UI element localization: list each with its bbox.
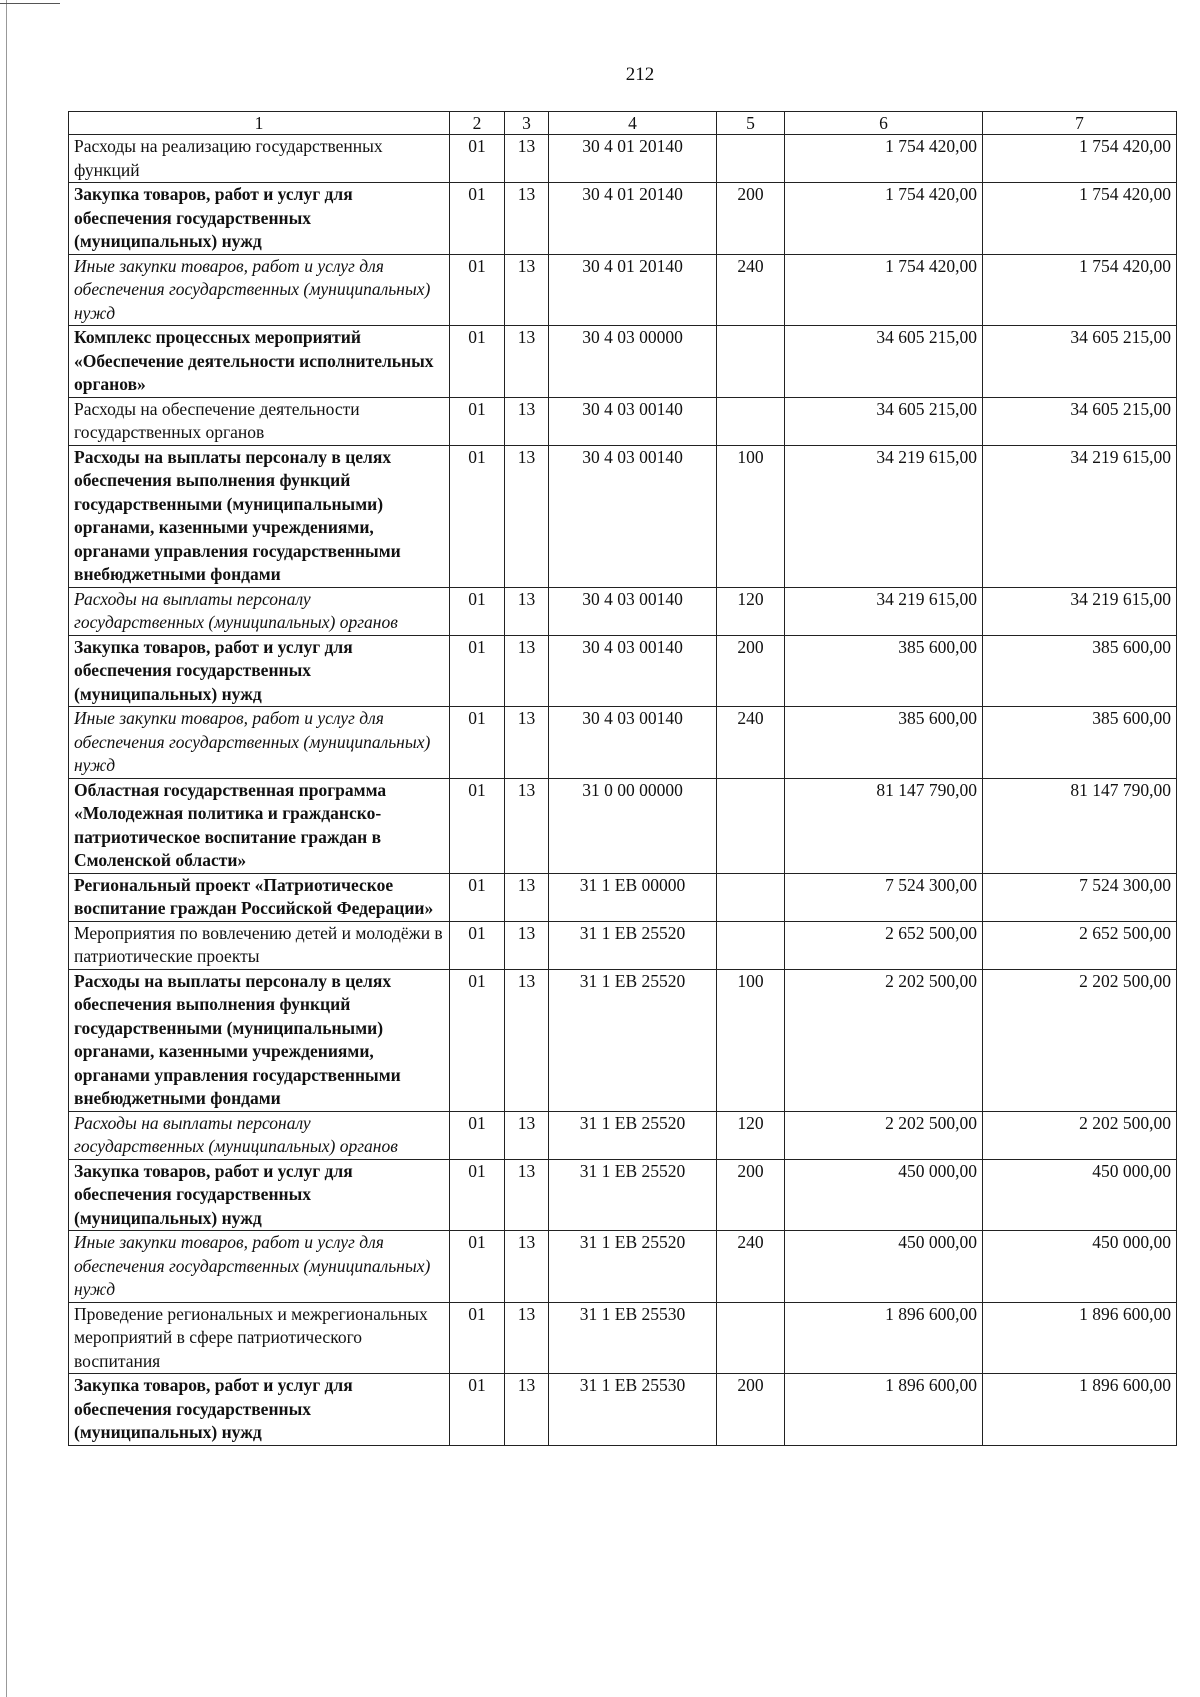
row-name: Иные закупки товаров, работ и услуг для обеспечения государственных (муниципальных) нужд: [69, 707, 450, 779]
row-expense-type: 120: [717, 1111, 785, 1159]
row-subsection-code: 13: [505, 1302, 549, 1374]
row-amount-1: 1 896 600,00: [785, 1302, 983, 1374]
row-amount-2: 1 896 600,00: [983, 1302, 1177, 1374]
row-subsection-code: 13: [505, 969, 549, 1111]
row-section-code: 01: [450, 397, 505, 445]
row-amount-2: 34 219 615,00: [983, 587, 1177, 635]
row-section-code: 01: [450, 635, 505, 707]
row-expense-type: 240: [717, 1231, 785, 1303]
table-row: [69, 1374, 1177, 1446]
row-name: Закупка товаров, работ и услуг для обеспечения государственных (муниципальных) нужд: [69, 635, 450, 707]
row-section-code: 01: [450, 1302, 505, 1374]
table-body: [69, 135, 1177, 1446]
row-target-code: 30 4 03 00140: [549, 635, 717, 707]
row-name: Комплекс процессных мероприятий «Обеспечение деятельности исполнительных органов»: [69, 326, 450, 398]
row-expense-type: 240: [717, 707, 785, 779]
row-target-code: 30 4 03 00140: [549, 707, 717, 779]
row-target-code: 30 4 03 00000: [549, 326, 717, 398]
row-target-code: 31 1 ЕВ 25520: [549, 1231, 717, 1303]
row-section-code: 01: [450, 445, 505, 587]
row-expense-type: [717, 397, 785, 445]
row-section-code: 01: [450, 326, 505, 398]
row-amount-2: 2 202 500,00: [983, 969, 1177, 1111]
row-amount-1: 1 754 420,00: [785, 135, 983, 183]
page-number: 212: [625, 64, 655, 85]
row-amount-2: 2 202 500,00: [983, 1111, 1177, 1159]
row-target-code: 30 4 03 00140: [549, 587, 717, 635]
row-expense-type: [717, 778, 785, 873]
row-subsection-code: 13: [505, 778, 549, 873]
row-target-code: 31 0 00 00000: [549, 778, 717, 873]
row-target-code: 30 4 01 20140: [549, 135, 717, 183]
row-subsection-code: 13: [505, 1111, 549, 1159]
row-amount-1: 1 896 600,00: [785, 1374, 983, 1446]
row-name: Проведение региональных и межрегиональных мероприятий в сфере патриотического воспитания: [69, 1302, 450, 1374]
row-expense-type: [717, 1302, 785, 1374]
table-row: [69, 326, 1177, 398]
row-subsection-code: 13: [505, 1231, 549, 1303]
row-subsection-code: 13: [505, 1159, 549, 1231]
row-section-code: 01: [450, 969, 505, 1111]
scan-corner-mark: [0, 3, 60, 4]
row-amount-2: 81 147 790,00: [983, 778, 1177, 873]
row-expense-type: 240: [717, 254, 785, 326]
row-amount-1: 34 219 615,00: [785, 587, 983, 635]
row-name: Закупка товаров, работ и услуг для обеспечения государственных (муниципальных) нужд: [69, 1374, 450, 1446]
row-amount-2: 34 219 615,00: [983, 445, 1177, 587]
row-name: Мероприятия по вовлечению детей и молодёжи в патриотические проекты: [69, 921, 450, 969]
row-subsection-code: 13: [505, 873, 549, 921]
row-section-code: 01: [450, 921, 505, 969]
row-expense-type: [717, 873, 785, 921]
row-amount-2: 1 754 420,00: [983, 135, 1177, 183]
col-header-amount-2: 7: [983, 112, 1177, 135]
row-amount-2: 7 524 300,00: [983, 873, 1177, 921]
row-name: Расходы на выплаты персоналу государственных (муниципальных) органов: [69, 587, 450, 635]
row-section-code: 01: [450, 778, 505, 873]
col-header-section: 2: [450, 112, 505, 135]
col-header-expense-type: 5: [717, 112, 785, 135]
row-expense-type: 120: [717, 587, 785, 635]
table-row: [69, 183, 1177, 255]
row-section-code: 01: [450, 183, 505, 255]
row-section-code: 01: [450, 707, 505, 779]
row-amount-1: 2 652 500,00: [785, 921, 983, 969]
row-target-code: 31 1 ЕВ 25520: [549, 1159, 717, 1231]
row-section-code: 01: [450, 1111, 505, 1159]
row-expense-type: 200: [717, 635, 785, 707]
row-subsection-code: 13: [505, 135, 549, 183]
scan-left-edge: [6, 0, 7, 1697]
row-amount-1: 1 754 420,00: [785, 183, 983, 255]
row-amount-1: 2 202 500,00: [785, 969, 983, 1111]
row-section-code: 01: [450, 1374, 505, 1446]
row-amount-2: 450 000,00: [983, 1231, 1177, 1303]
row-subsection-code: 13: [505, 397, 549, 445]
row-subsection-code: 13: [505, 707, 549, 779]
row-amount-2: 1 896 600,00: [983, 1374, 1177, 1446]
table-row: [69, 445, 1177, 587]
row-target-code: 31 1 ЕВ 25520: [549, 921, 717, 969]
table-row: [69, 1231, 1177, 1303]
row-expense-type: 100: [717, 445, 785, 587]
row-amount-2: 385 600,00: [983, 635, 1177, 707]
row-expense-type: 200: [717, 1159, 785, 1231]
row-name: Расходы на реализацию государственных функций: [69, 135, 450, 183]
row-amount-1: 34 605 215,00: [785, 397, 983, 445]
row-subsection-code: 13: [505, 921, 549, 969]
row-amount-2: 385 600,00: [983, 707, 1177, 779]
row-name: Областная государственная программа «Молодежная политика и гражданско-патриотическое воспитание граждан в Смоленской области»: [69, 778, 450, 873]
row-amount-2: 34 605 215,00: [983, 326, 1177, 398]
row-expense-type: [717, 921, 785, 969]
col-header-amount-1: 6: [785, 112, 983, 135]
budget-table: [68, 111, 1177, 1446]
row-target-code: 31 1 ЕВ 00000: [549, 873, 717, 921]
row-subsection-code: 13: [505, 635, 549, 707]
row-amount-2: 2 652 500,00: [983, 921, 1177, 969]
row-name: Расходы на выплаты персоналу в целях обеспечения выполнения функций государственными (муниципальными) органами, казенными учреждениями, органами управления государственными внебюджетными фондами: [69, 969, 450, 1111]
row-amount-1: 2 202 500,00: [785, 1111, 983, 1159]
row-amount-1: 450 000,00: [785, 1159, 983, 1231]
column-number-row: [69, 112, 1177, 135]
row-subsection-code: 13: [505, 587, 549, 635]
row-amount-1: 7 524 300,00: [785, 873, 983, 921]
row-target-code: 31 1 ЕВ 25530: [549, 1302, 717, 1374]
row-amount-2: 1 754 420,00: [983, 183, 1177, 255]
row-amount-1: 81 147 790,00: [785, 778, 983, 873]
table-row: [69, 969, 1177, 1111]
row-name: Региональный проект «Патриотическое воспитание граждан Российской Федерации»: [69, 873, 450, 921]
row-section-code: 01: [450, 254, 505, 326]
row-name: Иные закупки товаров, работ и услуг для обеспечения государственных (муниципальных) нужд: [69, 1231, 450, 1303]
row-expense-type: 100: [717, 969, 785, 1111]
table-row: [69, 1302, 1177, 1374]
col-header-name: 1: [69, 112, 450, 135]
col-header-target-code: 4: [549, 112, 717, 135]
col-header-subsection: 3: [505, 112, 549, 135]
row-section-code: 01: [450, 135, 505, 183]
row-section-code: 01: [450, 1159, 505, 1231]
row-subsection-code: 13: [505, 254, 549, 326]
table-row: [69, 921, 1177, 969]
row-amount-2: 450 000,00: [983, 1159, 1177, 1231]
row-amount-2: 1 754 420,00: [983, 254, 1177, 326]
row-expense-type: 200: [717, 1374, 785, 1446]
table-row: [69, 635, 1177, 707]
row-name: Закупка товаров, работ и услуг для обеспечения государственных (муниципальных) нужд: [69, 183, 450, 255]
row-name: Расходы на выплаты персоналу государственных (муниципальных) органов: [69, 1111, 450, 1159]
row-amount-1: 1 754 420,00: [785, 254, 983, 326]
row-section-code: 01: [450, 1231, 505, 1303]
table-row: [69, 254, 1177, 326]
row-section-code: 01: [450, 587, 505, 635]
row-name: Закупка товаров, работ и услуг для обеспечения государственных (муниципальных) нужд: [69, 1159, 450, 1231]
table-row: [69, 587, 1177, 635]
row-target-code: 31 1 ЕВ 25530: [549, 1374, 717, 1446]
row-amount-1: 34 605 215,00: [785, 326, 983, 398]
row-subsection-code: 13: [505, 326, 549, 398]
row-subsection-code: 13: [505, 445, 549, 587]
row-expense-type: [717, 326, 785, 398]
row-name: Расходы на обеспечение деятельности государственных органов: [69, 397, 450, 445]
row-target-code: 30 4 03 00140: [549, 397, 717, 445]
row-target-code: 30 4 03 00140: [549, 445, 717, 587]
row-amount-1: 34 219 615,00: [785, 445, 983, 587]
row-name: Иные закупки товаров, работ и услуг для обеспечения государственных (муниципальных) нужд: [69, 254, 450, 326]
row-target-code: 31 1 ЕВ 25520: [549, 969, 717, 1111]
row-amount-2: 34 605 215,00: [983, 397, 1177, 445]
row-name: Расходы на выплаты персоналу в целях обеспечения выполнения функций государственными (муниципальными) органами, казенными учреждениями, органами управления государственными внебюджетными фондами: [69, 445, 450, 587]
row-target-code: 31 1 ЕВ 25520: [549, 1111, 717, 1159]
row-amount-1: 385 600,00: [785, 635, 983, 707]
row-target-code: 30 4 01 20140: [549, 183, 717, 255]
row-subsection-code: 13: [505, 183, 549, 255]
row-amount-1: 385 600,00: [785, 707, 983, 779]
row-section-code: 01: [450, 873, 505, 921]
table-row: [69, 873, 1177, 921]
table-row: [69, 1111, 1177, 1159]
row-expense-type: [717, 135, 785, 183]
table-row: [69, 397, 1177, 445]
row-target-code: 30 4 01 20140: [549, 254, 717, 326]
table-row: [69, 778, 1177, 873]
row-amount-1: 450 000,00: [785, 1231, 983, 1303]
row-subsection-code: 13: [505, 1374, 549, 1446]
table-row: [69, 135, 1177, 183]
table-row: [69, 1159, 1177, 1231]
table-row: [69, 707, 1177, 779]
row-expense-type: 200: [717, 183, 785, 255]
